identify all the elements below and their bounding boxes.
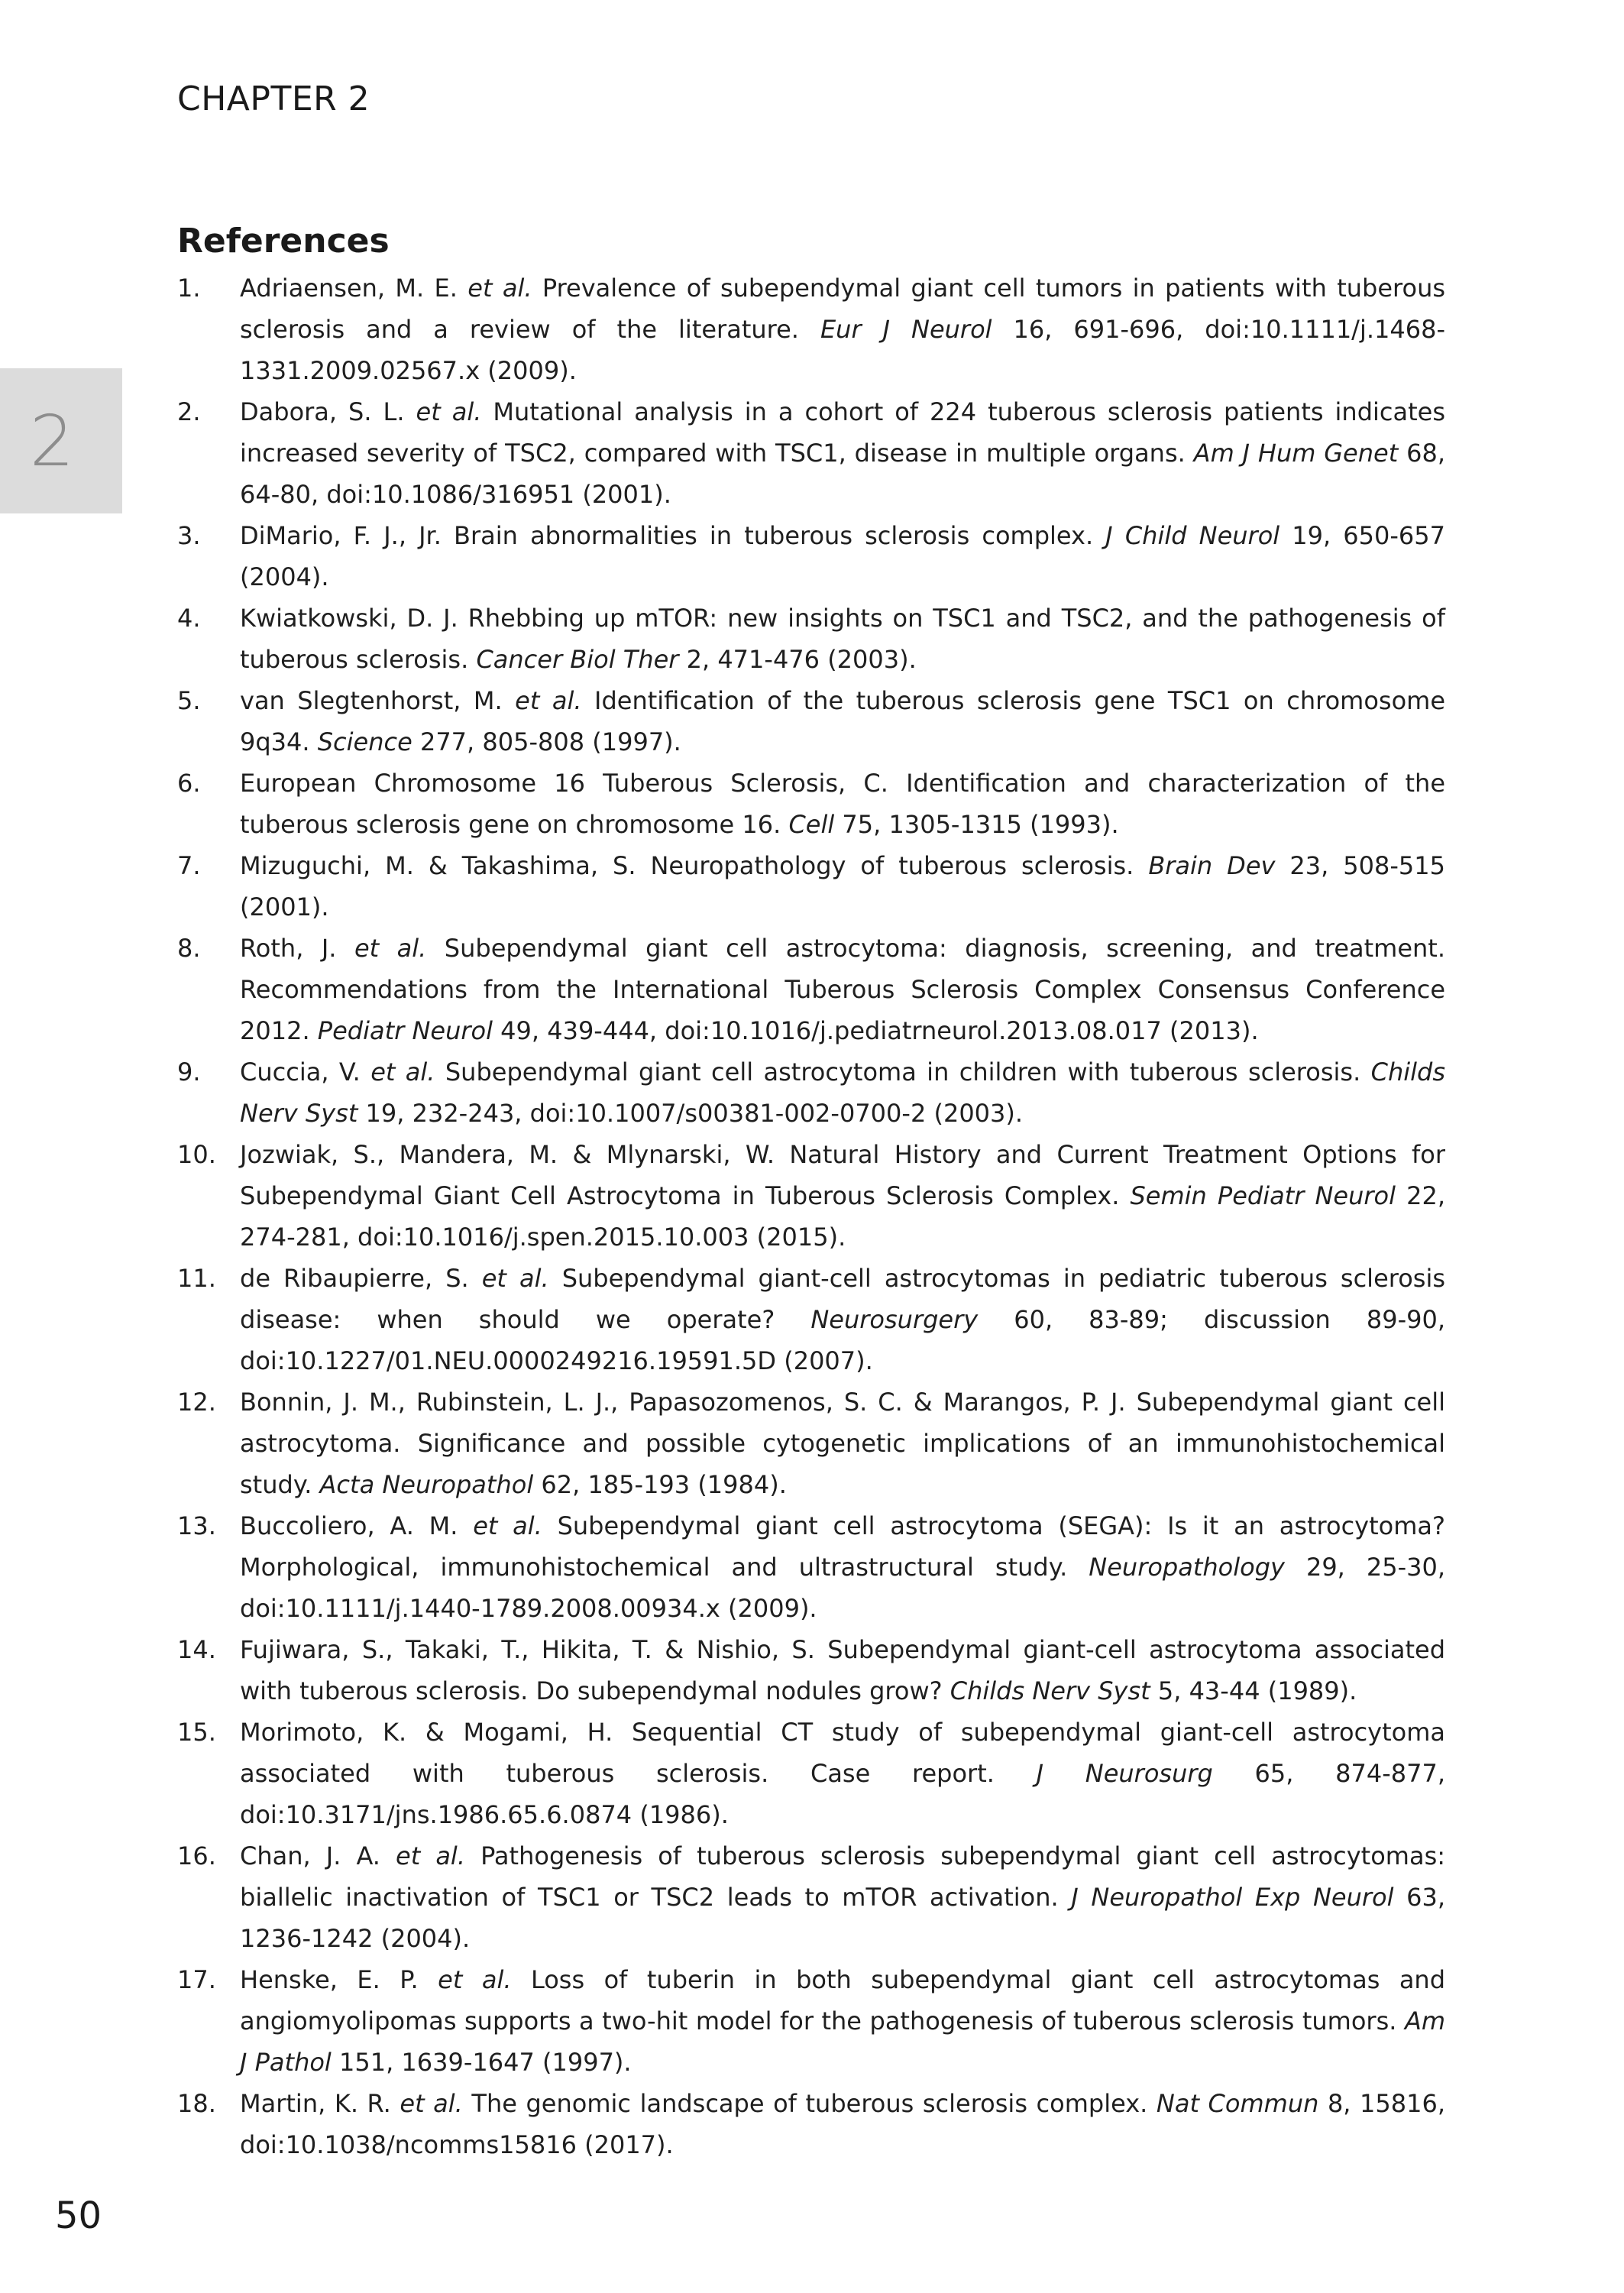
reference-text	[240, 1264, 1445, 1375]
reference-item	[177, 1134, 1445, 1258]
reference-text-segment: Henske, E. P.	[240, 1965, 438, 1994]
reference-number: 7.	[177, 851, 201, 880]
reference-italic-segment: et al.	[354, 934, 427, 963]
reference-number: 14.	[177, 1635, 216, 1664]
reference-number: 17.	[177, 1965, 216, 1994]
reference-text-segment: Chan, J. A.	[240, 1841, 396, 1870]
reference-text-segment: 8, 15816, doi:10.1038/ncomms15816 (2017).	[240, 2089, 1445, 2159]
reference-text	[240, 1635, 1445, 1705]
reference-text-segment: Morimoto, K. & Mogami, H. Sequential CT study of subependymal giant-cell astrocytoma associated with tuberous sclerosis. Case report.	[240, 1718, 1445, 1788]
reference-italic-segment: Am J Pathol	[240, 2006, 1445, 2077]
reference-number: 2.	[177, 397, 201, 426]
reference-italic-segment: Eur J Neurol	[820, 315, 992, 344]
reference-number: 18.	[177, 2089, 216, 2118]
reference-text-segment: 29, 25-30, doi:10.1111/j.1440-1789.2008.00934.x (2009).	[240, 1553, 1446, 1623]
reference-text-segment: Loss of tuberin in both subependymal giant cell astrocytomas and angiomyolipomas supports a two-hit model for the pathogenesis of tuberous sclerosis tumors.	[240, 1965, 1446, 2036]
chapter-header: CHAPTER 2	[177, 79, 370, 118]
reference-text	[240, 604, 1445, 674]
reference-text-segment: European Chromosome 16 Tuberous Sclerosis, C. Identification and characterization of the tuberous sclerosis gene on chromosome 16.	[240, 769, 1445, 839]
reference-italic-segment: et al.	[467, 274, 532, 303]
reference-text	[240, 851, 1445, 921]
reference-italic-segment: Brain Dev	[1148, 851, 1276, 880]
reference-number: 3.	[177, 521, 201, 550]
reference-text	[240, 1965, 1445, 2077]
reference-italic-segment: et al.	[416, 397, 482, 426]
reference-item	[177, 515, 1445, 598]
reference-italic-segment: et al.	[473, 1511, 542, 1540]
reference-number: 8.	[177, 934, 201, 963]
reference-text-segment: 65, 874-877, doi:10.3171/jns.1986.65.6.0874 (1986).	[240, 1759, 1446, 1829]
reference-item	[177, 1381, 1445, 1505]
reference-number: 15.	[177, 1718, 216, 1747]
reference-text-segment: 151, 1639-1647 (1997).	[331, 2048, 632, 2077]
reference-text-segment: 49, 439-444, doi:10.1016/j.pediatrneurol.2013.08.017 (2013).	[492, 1016, 1259, 1045]
reference-number: 6.	[177, 769, 201, 798]
reference-text-segment: 277, 805-808 (1997).	[412, 727, 681, 756]
reference-text	[240, 274, 1445, 385]
reference-number: 12.	[177, 1388, 216, 1417]
reference-italic-segment: et al.	[481, 1264, 549, 1293]
reference-italic-segment: Semin Pediatr Neurol	[1130, 1181, 1396, 1210]
reference-item	[177, 680, 1445, 763]
reference-italic-segment: Cell	[788, 810, 835, 839]
reference-text-segment: Subependymal giant cell astrocytoma: diagnosis, screening, and treatment. Recommendations from the International Tuberous Sclerosis Complex Consensus Conference 2012.	[240, 934, 1446, 1045]
reference-text-segment: 5, 43-44 (1989).	[1150, 1676, 1357, 1705]
reference-text-segment: de Ribaupierre, S.	[240, 1264, 482, 1293]
reference-text-segment: 2, 471-476 (2003).	[678, 645, 917, 674]
reference-text-segment: The genomic landscape of tuberous sclerosis complex.	[462, 2089, 1157, 2118]
reference-italic-segment: Am J Hum Genet	[1193, 439, 1399, 468]
reference-italic-segment: Nat Commun	[1156, 2089, 1319, 2118]
reference-text-segment: Mutational analysis in a cohort of 224 tuberous sclerosis patients indicates increased severity of TSC2, compared with TSC1, disease in multiple organs.	[240, 397, 1446, 468]
reference-item	[177, 598, 1445, 680]
reference-text-segment: Pathogenesis of tuberous sclerosis subependymal giant cell astrocytomas: biallelic inactivation of TSC1 or TSC2 leads to mTOR activation.	[240, 1841, 1446, 1912]
reference-text-segment: Dabora, S. L.	[240, 397, 416, 426]
reference-italic-segment: et al.	[400, 2089, 463, 2118]
reference-text-segment: Buccoliero, A. M.	[240, 1511, 474, 1540]
reference-text-segment: 62, 185-193 (1984).	[533, 1470, 787, 1499]
reference-item	[177, 2083, 1445, 2165]
reference-text-segment: 75, 1305-1315 (1993).	[834, 810, 1119, 839]
reference-text-segment: 23, 508-515 (2001).	[240, 851, 1446, 921]
reference-italic-segment: Pediatr Neurol	[317, 1016, 493, 1045]
reference-number: 4.	[177, 604, 201, 633]
reference-item	[177, 1959, 1445, 2083]
reference-item	[177, 763, 1445, 845]
reference-text-segment: 16, 691-696, doi:10.1111/j.1468-1331.2009.02567.x (2009).	[240, 315, 1446, 385]
reference-text	[240, 1057, 1445, 1128]
reference-item	[177, 845, 1445, 928]
reference-italic-segment: et al.	[396, 1841, 465, 1870]
reference-text-segment: Kwiatkowski, D. J. Rhebbing up mTOR: new insights on TSC1 and TSC2, and the pathogenesis of tuberous sclerosis.	[240, 604, 1445, 674]
reference-text	[240, 1511, 1445, 1623]
reference-item	[177, 391, 1445, 515]
reference-item	[177, 1712, 1445, 1835]
reference-text	[240, 1841, 1445, 1953]
reference-item	[177, 1629, 1445, 1712]
reference-italic-segment: et al.	[370, 1057, 435, 1087]
reference-italic-segment: J Neuropathol Exp Neurol	[1071, 1883, 1394, 1912]
reference-italic-segment: et al.	[515, 686, 582, 715]
reference-text-segment: Jozwiak, S., Mandera, M. & Mlynarski, W. Natural History and Current Treatment Options for Subependymal Giant Cell Astrocytoma in Tuberous Sclerosis Complex.	[240, 1140, 1445, 1210]
reference-item	[177, 1835, 1445, 1959]
references-heading: References	[177, 222, 390, 261]
reference-text	[240, 769, 1445, 839]
reference-italic-segment: Neurosurgery	[810, 1305, 979, 1334]
reference-italic-segment: Neuropathology	[1089, 1553, 1285, 1582]
reference-italic-segment: J Child Neurol	[1105, 521, 1280, 550]
chapter-tab	[0, 368, 122, 513]
reference-text-segment: Subependymal giant cell astrocytoma (SEGA): Is it an astrocytoma? Morphological, immunohistochemical and ultrastructural study.	[240, 1511, 1446, 1582]
reference-number: 5.	[177, 686, 201, 715]
reference-text-segment: Adriaensen, M. E.	[240, 274, 468, 303]
reference-text-segment: 22, 274-281, doi:10.1016/j.spen.2015.10.003 (2015).	[240, 1181, 1446, 1252]
reference-text-segment: Roth, J.	[240, 934, 354, 963]
reference-italic-segment: J Neurosurg	[1036, 1759, 1213, 1788]
reference-text-segment: Cuccia, V.	[240, 1057, 371, 1087]
reference-item	[177, 928, 1445, 1051]
reference-number: 9.	[177, 1057, 201, 1087]
reference-text	[240, 397, 1445, 509]
reference-text-segment: Subependymal giant-cell astrocytomas in pediatric tuberous sclerosis disease: when should we operate?	[240, 1264, 1446, 1334]
reference-text	[240, 934, 1445, 1045]
page-number: 50	[55, 2194, 102, 2237]
reference-text-segment: DiMario, F. J., Jr. Brain abnormalities in tuberous sclerosis complex.	[240, 521, 1106, 550]
reference-text-segment: 19, 650-657 (2004).	[240, 521, 1446, 591]
reference-item	[177, 267, 1445, 391]
reference-text-segment: Bonnin, J. M., Rubinstein, L. J., Papasozomenos, S. C. & Marangos, P. J. Subependymal giant cell astrocytoma. Significance and possible cytogenetic implications of an immunohistochemical study.	[240, 1388, 1445, 1499]
reference-text	[240, 686, 1445, 756]
reference-text-segment: 63, 1236-1242 (2004).	[240, 1883, 1446, 1953]
reference-item	[177, 1505, 1445, 1629]
reference-italic-segment: Science	[317, 727, 412, 756]
reference-text-segment: Mizuguchi, M. & Takashima, S. Neuropathology of tuberous sclerosis.	[240, 851, 1149, 880]
reference-italic-segment: et al.	[438, 1965, 512, 1994]
reference-number: 10.	[177, 1140, 216, 1169]
reference-text-segment: 68, 64-80, doi:10.1086/316951 (2001).	[240, 439, 1446, 509]
reference-text-segment: van Slegtenhorst, M.	[240, 686, 516, 715]
reference-text	[240, 2089, 1445, 2159]
reference-text	[240, 1140, 1445, 1252]
reference-number: 1.	[177, 274, 201, 303]
reference-text-segment: Subependymal giant cell astrocytoma in children with tuberous sclerosis.	[435, 1057, 1371, 1087]
reference-text	[240, 521, 1445, 591]
reference-text	[240, 1718, 1445, 1829]
reference-item	[177, 1051, 1445, 1134]
reference-list	[177, 267, 1445, 2165]
reference-text-segment: Prevalence of subependymal giant cell tumors in patients with tuberous sclerosis and a review of the literature.	[240, 274, 1446, 344]
reference-text	[240, 1388, 1445, 1499]
reference-text-segment: 19, 232-243, doi:10.1007/s00381-002-0700-2 (2003).	[357, 1099, 1024, 1128]
reference-text-segment: Martin, K. R.	[240, 2089, 400, 2118]
reference-number: 11.	[177, 1264, 216, 1293]
chapter-tab-number: 2	[29, 400, 75, 482]
reference-item	[177, 1258, 1445, 1381]
reference-italic-segment: Childs Nerv Syst	[240, 1057, 1446, 1128]
reference-text-segment: Fujiwara, S., Takaki, T., Hikita, T. & Nishio, S. Subependymal giant-cell astrocytoma associated with tuberous sclerosis. Do subependymal nodules grow?	[240, 1635, 1445, 1705]
reference-number: 13.	[177, 1511, 216, 1540]
reference-text-segment: 60, 83-89; discussion 89-90, doi:10.1227/01.NEU.0000249216.19591.5D (2007).	[240, 1305, 1446, 1375]
reference-italic-segment: Acta Neuropathol	[319, 1470, 534, 1499]
reference-text-segment: Identification of the tuberous sclerosis gene TSC1 on chromosome 9q34.	[240, 686, 1446, 756]
reference-italic-segment: Childs Nerv Syst	[949, 1676, 1150, 1705]
reference-italic-segment: Cancer Biol Ther	[476, 645, 679, 674]
reference-number: 16.	[177, 1841, 216, 1870]
